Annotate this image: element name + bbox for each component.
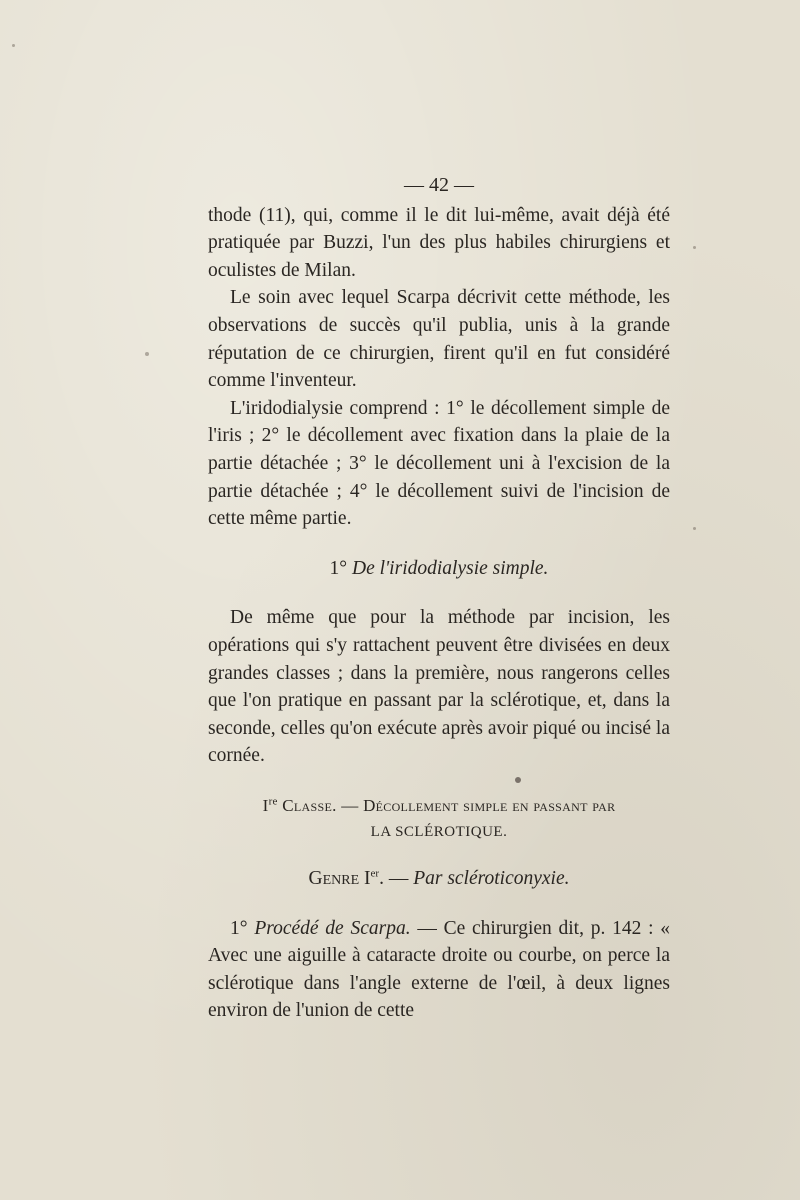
class-label: Classe. — [282, 795, 337, 815]
class-subtitle: LA SCLÉROTIQUE. — [370, 824, 508, 841]
genre-label-suffix: er — [370, 867, 380, 880]
paper-speck — [12, 44, 15, 47]
section-title: De l'iridodialysie simple. — [351, 557, 549, 579]
class-heading — [208, 792, 670, 820]
paragraph: De même que pour la méthode par incision, les opérations qui s'y rattachent peuvent être divisées en deux grandes classes ; dans la première, nous rangerons celles que l'on pratique en passant par la sclérotique, et, dans la seconde, celles qu'on exécute après avoir piqué ou incisé la cornée. — [208, 607, 670, 767]
paper-speck — [145, 352, 149, 356]
genre-label: Genre I — [308, 868, 371, 890]
genre-heading — [208, 865, 670, 893]
class-title: — Décollement simple en passant par — [341, 795, 616, 815]
section-heading — [208, 555, 670, 583]
page-text — [208, 172, 670, 1025]
procedure-title: Procédé de Scarpa. — [254, 917, 411, 939]
paragraph: L'iridodialysie comprend : 1° le décollement simple de l'iris ; 2° le décollement avec fixation dans la plaie de la partie détachée ; 3° le décollement uni à l'excision de la partie détachée ; 4° le décollement suivi de l'incision de cette même partie. — [208, 397, 670, 530]
paragraph: Le soin avec lequel Scarpa décrivit cette méthode, les observations de succès qu'il publia, unis à la grande réputation de ce chirurgien, firent qu'il en fut considéré comme l'inventeur. — [208, 287, 670, 392]
procedure-number: 1° — [230, 917, 248, 939]
paper-speck — [693, 527, 696, 530]
paper-speck — [693, 246, 696, 249]
page-number: — 42 — — [404, 174, 474, 196]
genre-title: Par scléroticonyxie. — [413, 868, 570, 890]
class-number: I — [262, 795, 269, 815]
section-number: 1° — [329, 557, 348, 579]
paragraph: thode (11), qui, comme il le dit lui-même, avait déjà été pratiquée par Buzzi, l'un des plus habiles chirurgiens et oculistes de Milan. — [208, 204, 670, 281]
procedure-text: — Ce chirurgien dit, p. 142 : « Avec une aiguille à cataracte droite ou courbe, on perce la sclérotique dans l'angle externe de l'œil, à deux lignes environ de l'union de cette — [208, 917, 671, 1022]
class-number-suffix: re — [268, 795, 278, 808]
procedure-paragraph — [208, 915, 670, 1025]
genre-dash: . — — [379, 868, 409, 890]
